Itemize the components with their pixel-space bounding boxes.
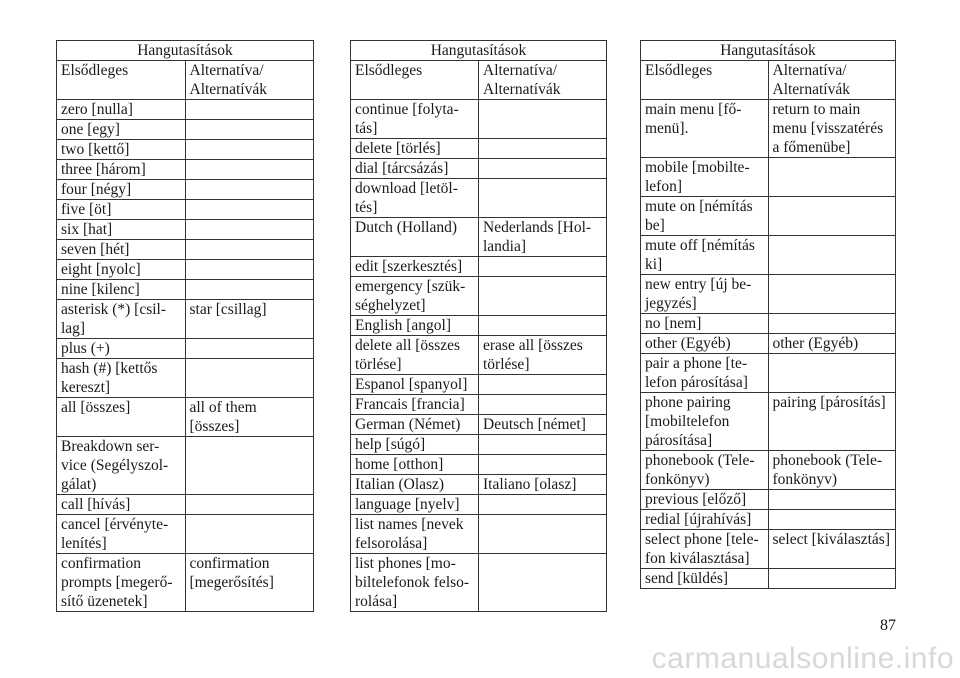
primary-command: zero [nulla] (57, 100, 186, 120)
primary-command: phone pairing [mobiltelefon párosítása] (641, 393, 769, 451)
table-row (57, 180, 314, 200)
alternative-command (768, 236, 896, 275)
alternative-command (768, 354, 896, 393)
table-row (351, 375, 607, 395)
voice-commands-table-1 (56, 40, 314, 612)
alternative-command: select [kiválasztás] (768, 530, 896, 569)
alternative-command (479, 375, 607, 395)
column-header-primary: Elsődleges (641, 61, 769, 100)
table-title: Hangutasítások (641, 41, 896, 61)
primary-command: five [öt] (57, 200, 186, 220)
alternative-command (768, 569, 896, 589)
alternative-command (479, 179, 607, 218)
alternative-command: confirmation [megerősítés] (185, 554, 314, 612)
table-row (351, 257, 607, 277)
primary-command: send [küldés] (641, 569, 769, 589)
table-row (57, 240, 314, 260)
alternative-command (479, 554, 607, 612)
primary-command: English [angol] (351, 316, 479, 336)
alternative-command: Deutsch [német] (479, 415, 607, 435)
primary-command: all [összes] (57, 398, 186, 437)
table-row (351, 179, 607, 218)
voice-commands-table-3 (640, 40, 896, 589)
primary-command: Francais [francia] (351, 395, 479, 415)
alternative-command (479, 435, 607, 455)
table-row (57, 220, 314, 240)
table-row (351, 277, 607, 316)
column-header-alternative: Alternatíva/ Alternatívák (768, 61, 896, 100)
table-row (641, 530, 896, 569)
table-row (351, 159, 607, 179)
primary-command: two [kettő] (57, 140, 186, 160)
table-row (57, 339, 314, 359)
primary-command: German (Német) (351, 415, 479, 435)
table-row (57, 437, 314, 495)
alternative-command (768, 275, 896, 314)
alternative-command (479, 495, 607, 515)
primary-command: continue [folyta- tás] (351, 100, 479, 139)
table-row (57, 200, 314, 220)
primary-command: asterisk (*) [csil- lag] (57, 300, 186, 339)
table-row (57, 554, 314, 612)
alternative-command (479, 139, 607, 159)
column-header-primary: Elsődleges (351, 61, 479, 100)
alternative-command (479, 159, 607, 179)
primary-command: six [hat] (57, 220, 186, 240)
table-row (351, 100, 607, 139)
table-row (351, 316, 607, 336)
table-row (57, 359, 314, 398)
table-row (641, 334, 896, 354)
table-row (641, 393, 896, 451)
alternative-command (768, 197, 896, 236)
alternative-command (479, 257, 607, 277)
table-row (641, 354, 896, 393)
alternative-command (185, 339, 314, 359)
primary-command: Italian (Olasz) (351, 475, 479, 495)
primary-command: cancel [érvényte- lenítés] (57, 515, 186, 554)
alternative-command: return to main menu [visszatérés a főmenübe] (768, 100, 896, 158)
alternative-command (185, 100, 314, 120)
alternative-command: star [csillag] (185, 300, 314, 339)
table-row (351, 395, 607, 415)
primary-command: mobile [mobilte- lefon] (641, 158, 769, 197)
alternative-command (185, 140, 314, 160)
primary-command: dial [tárcsázás] (351, 159, 479, 179)
primary-command: main menu [fő- menü]. (641, 100, 769, 158)
alternative-command: Italiano [olasz] (479, 475, 607, 495)
alternative-command: other (Egyéb) (768, 334, 896, 354)
primary-command: call [hívás] (57, 495, 186, 515)
table-row (57, 260, 314, 280)
alternative-command (185, 240, 314, 260)
alternative-command (185, 120, 314, 140)
alternative-command (185, 200, 314, 220)
table-row (57, 160, 314, 180)
table-row (351, 455, 607, 475)
primary-command: pair a phone [te- lefon párosítása] (641, 354, 769, 393)
primary-command: plus (+) (57, 339, 186, 359)
table-row (641, 451, 896, 490)
primary-command: home [otthon] (351, 455, 479, 475)
table-row (351, 554, 607, 612)
primary-command: other (Egyéb) (641, 334, 769, 354)
alternative-command (185, 280, 314, 300)
primary-command: hash (#) [kettős kereszt] (57, 359, 186, 398)
primary-command: download [letöl- tés] (351, 179, 479, 218)
table-row (351, 336, 607, 375)
table-row (641, 569, 896, 589)
alternative-command (185, 515, 314, 554)
alternative-command (768, 490, 896, 510)
column-header-primary: Elsődleges (57, 61, 186, 100)
table-row (57, 398, 314, 437)
primary-command: emergency [szük- séghelyzet] (351, 277, 479, 316)
primary-command: delete [törlés] (351, 139, 479, 159)
primary-command: redial [újrahívás] (641, 510, 769, 530)
table-row (57, 300, 314, 339)
table-row (351, 515, 607, 554)
alternative-command (185, 260, 314, 280)
alternative-command (185, 495, 314, 515)
table-row (57, 100, 314, 120)
table-row (641, 236, 896, 275)
alternative-command: all of them [összes] (185, 398, 314, 437)
alternative-command (479, 515, 607, 554)
alternative-command: Nederlands [Hol- landia] (479, 218, 607, 257)
primary-command: language [nyelv] (351, 495, 479, 515)
table-row (57, 140, 314, 160)
table-row (57, 515, 314, 554)
alternative-command (479, 277, 607, 316)
primary-command: confirmation prompts [megerő- sítő üzenetek] (57, 554, 186, 612)
alternative-command (479, 100, 607, 139)
alternative-command (185, 220, 314, 240)
primary-command: eight [nyolc] (57, 260, 186, 280)
primary-command: new entry [új be- jegyzés] (641, 275, 769, 314)
primary-command: Dutch (Holland) (351, 218, 479, 257)
primary-command: nine [kilenc] (57, 280, 186, 300)
primary-command: four [négy] (57, 180, 186, 200)
primary-command: edit [szerkesztés] (351, 257, 479, 277)
alternative-command (768, 158, 896, 197)
table-title: Hangutasítások (351, 41, 607, 61)
primary-command: Breakdown ser- vice (Segélyszol- gálat) (57, 437, 186, 495)
table-row (641, 197, 896, 236)
primary-command: previous [előző] (641, 490, 769, 510)
alternative-command (185, 437, 314, 495)
alternative-command (479, 316, 607, 336)
table-row (351, 475, 607, 495)
alternative-command (185, 160, 314, 180)
table-row (641, 158, 896, 197)
alternative-command (185, 180, 314, 200)
table-row (57, 280, 314, 300)
alternative-command (479, 455, 607, 475)
table-row (641, 510, 896, 530)
voice-commands-table-2 (350, 40, 607, 612)
table-row (351, 415, 607, 435)
table-row (641, 275, 896, 314)
table-row (351, 435, 607, 455)
table-row (351, 139, 607, 159)
alternative-command (479, 395, 607, 415)
primary-command: three [három] (57, 160, 186, 180)
table-row (57, 495, 314, 515)
primary-command: delete all [összes törlése] (351, 336, 479, 375)
primary-command: mute off [némítás ki] (641, 236, 769, 275)
column-header-alternative: Alternatíva/ Alternatívák (185, 61, 314, 100)
table-row (57, 120, 314, 140)
primary-command: seven [hét] (57, 240, 186, 260)
primary-command: no [nem] (641, 314, 769, 334)
table-row (641, 490, 896, 510)
primary-command: list phones [mo- biltelefonok felso- rolása] (351, 554, 479, 612)
watermark: carmanualsonline.info (651, 642, 954, 675)
primary-command: select phone [tele- fon kiválasztása] (641, 530, 769, 569)
primary-command: one [egy] (57, 120, 186, 140)
primary-command: Espanol [spanyol] (351, 375, 479, 395)
alternative-command: pairing [párosítás] (768, 393, 896, 451)
table-title: Hangutasítások (57, 41, 314, 61)
table-row (641, 314, 896, 334)
alternative-command: erase all [összes törlése] (479, 336, 607, 375)
table-row (641, 100, 896, 158)
column-header-alternative: Alternatíva/ Alternatívák (479, 61, 607, 100)
primary-command: help [súgó] (351, 435, 479, 455)
alternative-command (768, 314, 896, 334)
alternative-command (185, 359, 314, 398)
primary-command: mute on [némítás be] (641, 197, 769, 236)
primary-command: list names [nevek felsorolása] (351, 515, 479, 554)
table-row (351, 495, 607, 515)
alternative-command (768, 510, 896, 530)
page-number: 87 (880, 617, 896, 634)
alternative-command: phonebook (Tele- fonkönyv) (768, 451, 896, 490)
table-row (351, 218, 607, 257)
primary-command: phonebook (Tele- fonkönyv) (641, 451, 769, 490)
